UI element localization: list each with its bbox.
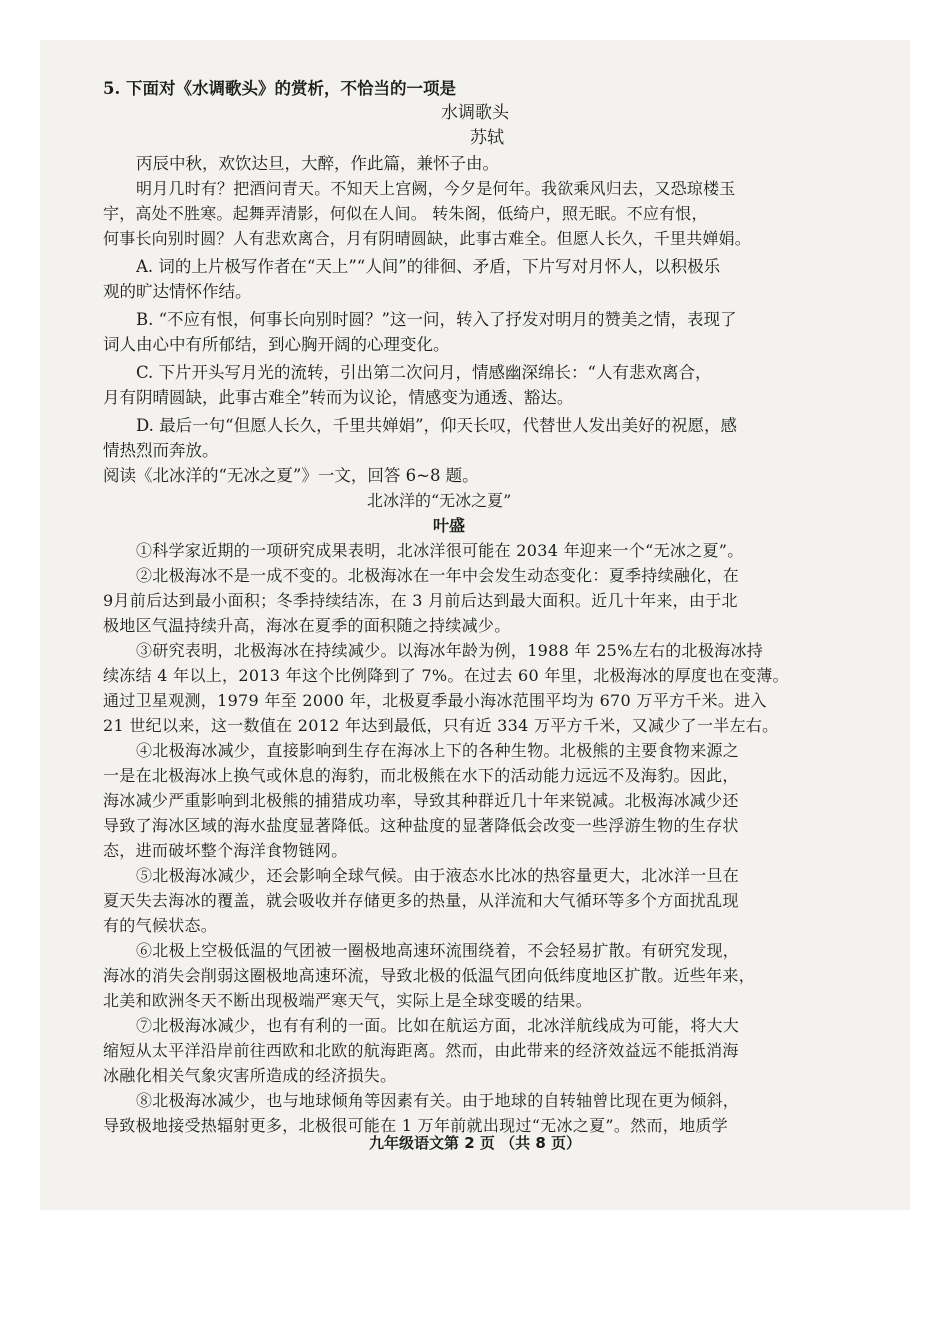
page-footer: 九年级语文第 2 页 （共 8 页） <box>369 1134 581 1152</box>
essay-title: 北冰洋的“无冰之夏” <box>367 491 512 510</box>
paragraph-4-line: 态，进而破坏整个海洋食物链网。 <box>103 841 348 860</box>
paragraph-4-line: 导致了海冰区域的海水盐度显著降低。这种盐度的显著降低会改变一些浮游生物的生存状 <box>103 816 739 835</box>
option-b-cont: 词人由心中有所郁结，到心胸开阔的心理变化。 <box>103 335 450 354</box>
paragraph-3: ③研究表明，北极海冰在持续减少。以海冰年龄为例，1988 年 25%左右的北极海冰持 <box>136 641 764 660</box>
paragraph-5-line: 夏天失去海冰的覆盖，就会吸收并存储更多的热量，从洋流和大气循环等多个方面扰乱现 <box>103 891 739 910</box>
paragraph-2-line: 9月前后达到最小面积；冬季持续结冻，在 3 月前后达到最大面积。近几十年来，由于北 <box>103 591 738 610</box>
paragraph-8-line: 导致极地接受热辐射更多，北极很可能在 1 万年前就出现过“无冰之夏”。然而，地质学 <box>103 1116 729 1135</box>
paragraph-1: ①科学家近期的一项研究成果表明，北冰洋很可能在 2034 年迎来一个“无冰之夏”。 <box>136 541 744 560</box>
paragraph-6-line: 北美和欧洲冬天不断出现极端严寒天气，实际上是全球变暖的结果。 <box>103 991 593 1010</box>
poem-title: 水调歌头 <box>441 103 509 123</box>
paragraph-3-line: 通过卫星观测，1979 年至 2000 年，北极夏季最小海冰范围平均为 670 万平方千米。进入 <box>103 691 767 710</box>
poem-preface: 丙辰中秋，欢饮达旦，大醉，作此篇，兼怀子由。 <box>136 154 499 173</box>
paragraph-8: ⑧北极海冰减少，也与地球倾角等因素有关。由于地球的自转轴曾比现在更为倾斜， <box>136 1091 740 1110</box>
paragraph-7-line: 冰融化相关气象灾害所造成的经济损失。 <box>103 1066 397 1085</box>
exam-page-content <box>103 76 823 1138</box>
poem-line: 宇，高处不胜寒。起舞弄清影，何似在人间。 转朱阁，低绮户，照无眠。不应有恨， <box>103 204 708 223</box>
option-a: A. 词的上片极写作者在“天上”“人间”的徘徊、矛盾，下片写对月怀人，以积极乐 <box>136 257 721 276</box>
paragraph-6: ⑥北极上空极低温的气团被一圈极地高速环流围绕着，不会轻易扩散。有研究发现， <box>136 941 740 960</box>
reading-instruction: 阅读《北冰洋的“无冰之夏”》一文，回答 6~8 题。 <box>103 466 479 485</box>
paragraph-7-line: 缩短从太平洋沿岸前往西欧和北欧的航海距离。然而，由此带来的经济效益远不能抵消海 <box>103 1041 739 1060</box>
paragraph-5: ⑤北极海冰减少，还会影响全球气候。由于液态水比冰的热容量更大，北冰洋一旦在 <box>136 866 740 885</box>
paragraph-2-line: 极地区气温持续升高，海冰在夏季的面积随之持续减少。 <box>103 616 511 635</box>
paragraph-6-line: 海冰的消失会削弱这圈极地高速环流，导致北极的低温气团向低纬度地区扩散。近些年来， <box>103 966 756 985</box>
poem-line: 何事长向别时圆？人有悲欢离合，月有阴晴圆缺，此事古难全。但愿人长久，千里共婵娟。 <box>103 229 752 248</box>
essay-author: 叶盛 <box>433 516 466 535</box>
paragraph-4-line: 一是在北极海冰上换气或休息的海豹，而北极熊在水下的活动能力远远不及海豹。因此， <box>103 766 739 785</box>
paragraph-4-line: 海冰减少严重影响到北极熊的捕猎成功率，导致其种群近几十年来锐减。北极海冰减少还 <box>103 791 739 810</box>
paragraph-4: ④北极海冰减少，直接影响到生存在海冰上下的各种生物。北极熊的主要食物来源之 <box>136 741 740 760</box>
option-d-cont: 情热烈而奔放。 <box>103 441 219 460</box>
option-a-cont: 观的旷达情怀作结。 <box>103 282 252 301</box>
poem-line: 明月几时有？把酒问青天。不知天上宫阙，今夕是何年。我欲乘风归去，又恐琼楼玉 <box>136 179 736 198</box>
option-c: C. 下片开头写月光的流转，引出第二次问月，情感幽深绵长：“人有悲欢离合， <box>136 363 712 382</box>
paragraph-2: ②北极海冰不是一成不变的。北极海冰在一年中会发生动态变化：夏季持续融化，在 <box>136 566 740 585</box>
option-c-cont: 月有阴晴圆缺，此事古难全”转而为议论，情感变为通透、豁达。 <box>103 388 574 407</box>
paragraph-3-line: 续冻结 4 年以上，2013 年这个比例降到了 7%。在过去 60 年里，北极海冰的厚度也在变薄。 <box>103 666 789 685</box>
paragraph-5-line: 有的气候状态。 <box>103 916 218 935</box>
option-d: D. 最后一句“但愿人长久，千里共婵娟”，仰天长叹，代替世人发出美好的祝愿，感 <box>136 416 738 435</box>
option-b: B. “不应有恨，何事长向别时圆？”这一问，转入了抒发对明月的赞美之情，表现了 <box>136 310 737 329</box>
paragraph-3-line: 21 世纪以来，这一数值在 2012 年达到最低，只有近 334 万平方千米，又减少了一半左右。 <box>103 716 779 735</box>
paragraph-7: ⑦北极海冰减少，也有有利的一面。比如在航运方面，北冰洋航线成为可能，将大大 <box>136 1016 740 1035</box>
question-5-stem: 5. 下面对《水调歌头》的赏析，不恰当的一项是 <box>103 79 456 98</box>
poem-author: 苏轼 <box>470 128 504 148</box>
